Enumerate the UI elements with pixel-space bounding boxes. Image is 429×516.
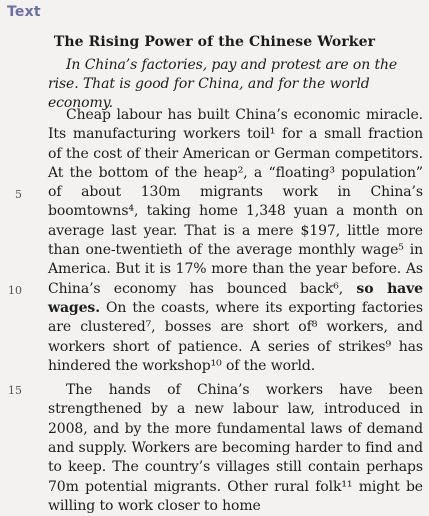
paragraph-2	[48, 381, 423, 516]
article-body	[48, 106, 423, 516]
line-number-5: 5	[15, 188, 22, 201]
section-label: Text	[7, 4, 41, 20]
article-title: The Rising Power of the Chinese Worker	[53, 34, 376, 50]
paragraph-1	[48, 106, 423, 376]
paragraph-1-segment-3: On the coasts, where its exporting factories are clustered⁷, bosses are short of⁸ workers, and workers short of patience. A series of strikes⁹ has hindered the workshop¹⁰ of the world.	[48, 299, 423, 374]
paragraph-2-segment-1: The hands of China’s workers have been strengthened by a new labour law, introduced in 2008, and by the more fundamental laws of demand and supply. Workers are becoming harder to find and to keep. The country’s villages still contain perhaps 70m potential migrants. Other rural folk¹¹ might be willing to work closer to home	[48, 382, 423, 514]
line-number-10: 10	[8, 284, 22, 297]
paragraph-1-bold-phrase: so have wages.	[48, 280, 423, 316]
article-subtitle: In China’s factories, pay and protest are on the rise. That is good for China, and for the world economy.	[48, 57, 398, 111]
paragraph-1-segment-1: Cheap labour has built China’s economic miracle. Its manufacturing workers toil¹ for a small fraction of the cost of their American or German competitors. At the bottom of the heap², a “floating³ population” of about 130m migrants work in China’s boomtowns⁴, taking home 1,348 yuan a month on average last year. That is a mere $197, little more than one-twentieth of the average monthly wage⁵ in America. But it is 17% more than the year before. As China’s economy has bounced back⁶,	[48, 107, 423, 297]
line-number-15: 15	[8, 384, 22, 397]
